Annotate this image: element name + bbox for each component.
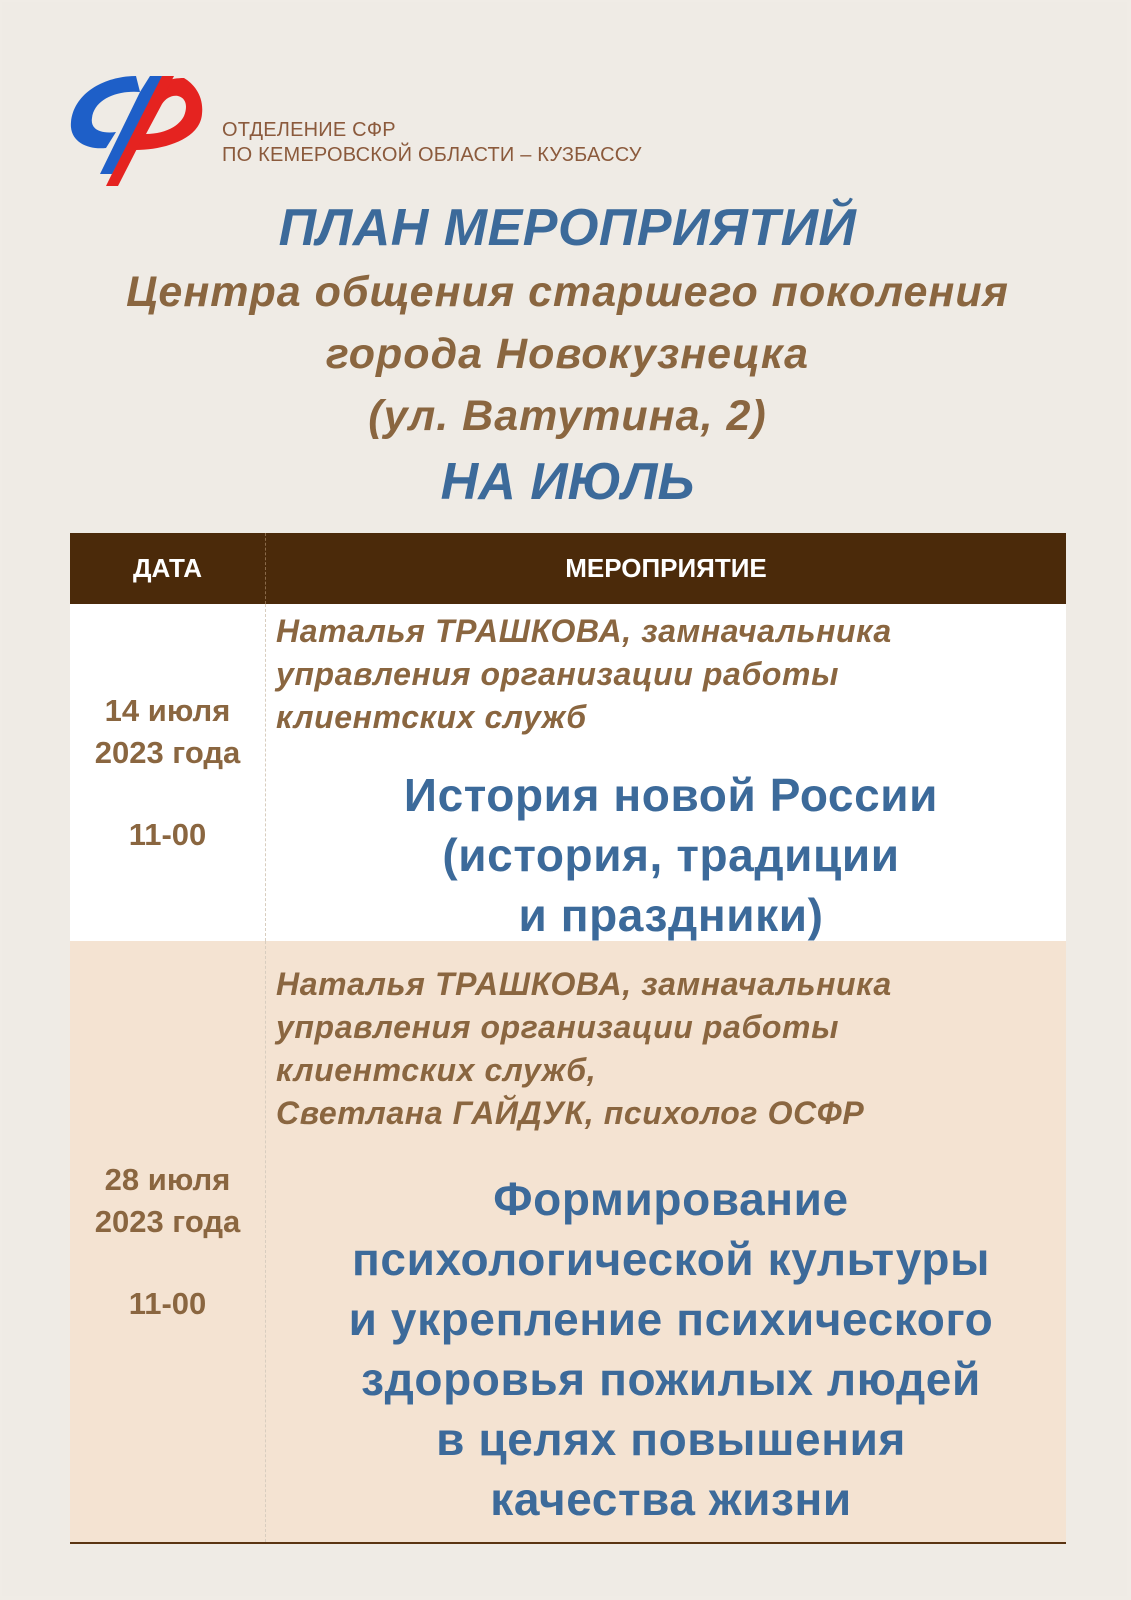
speaker-line: Наталья ТРАШКОВА, замначальника [276,613,892,649]
speaker-line: клиентских служб [276,699,587,735]
topic-line: и праздники) [518,889,824,941]
subtitle-address: (ул. Ватутина, 2) [368,392,767,440]
events-table [70,533,1066,1543]
title-month: НА ИЮЛЬ [440,453,695,511]
subtitle-line1: Центра общения старшего поколения [126,268,1009,316]
column-header-event: МЕРОПРИЯТИЕ [565,553,767,583]
page-title: ПЛАН МЕРОПРИЯТИЙ [278,199,857,257]
event-speakers [276,610,1066,739]
topic-line: История новой России [403,769,939,821]
event-year: 2023 года [94,734,241,770]
date-cell [70,941,266,1542]
event-time: 11-00 [128,816,207,852]
event-time: 11-00 [128,1285,207,1321]
event-date: 28 июля [104,1161,231,1197]
event-speakers [276,963,1066,1135]
column-header-date: ДАТА [70,533,266,604]
speaker-line: Светлана ГАЙДУК, психолог ОСФР [276,1095,865,1131]
topic-line: качества жизни [490,1473,852,1525]
event-cell [266,941,1066,1542]
topic-line: Формирование [493,1173,849,1225]
speaker-line: управления организации работы [276,656,839,692]
date-cell [70,604,266,941]
speaker-line: клиентских служб, [276,1052,597,1088]
event-date: 14 июля [104,692,231,728]
event-year: 2023 года [94,1203,241,1239]
speaker-line: управления организации работы [276,1009,839,1045]
sfr-logo [66,70,206,190]
table-header [70,533,1066,604]
event-topic [276,765,1066,945]
event-cell [266,604,1066,941]
topic-line: психологической культуры [352,1233,990,1285]
table-row [70,604,1066,941]
table-row [70,941,1066,1544]
title-block [2,195,1131,517]
event-topic [276,1169,1066,1529]
topic-line: в целях повышения [436,1413,906,1465]
topic-line: (история, традиции [442,829,900,881]
subtitle-line2: города Новокузнецка [325,330,810,378]
page [2,2,1127,1596]
org-name-line1: ОТДЕЛЕНИЕ СФР [222,119,396,141]
topic-line: и укрепление психического [348,1293,994,1345]
speaker-line: Наталья ТРАШКОВА, замначальника [276,966,892,1002]
org-name-line2: ПО КЕМЕРОВСКОЙ ОБЛАСТИ – КУЗБАССУ [222,144,642,166]
organization-name [222,118,642,168]
topic-line: здоровья пожилых людей [361,1353,981,1405]
